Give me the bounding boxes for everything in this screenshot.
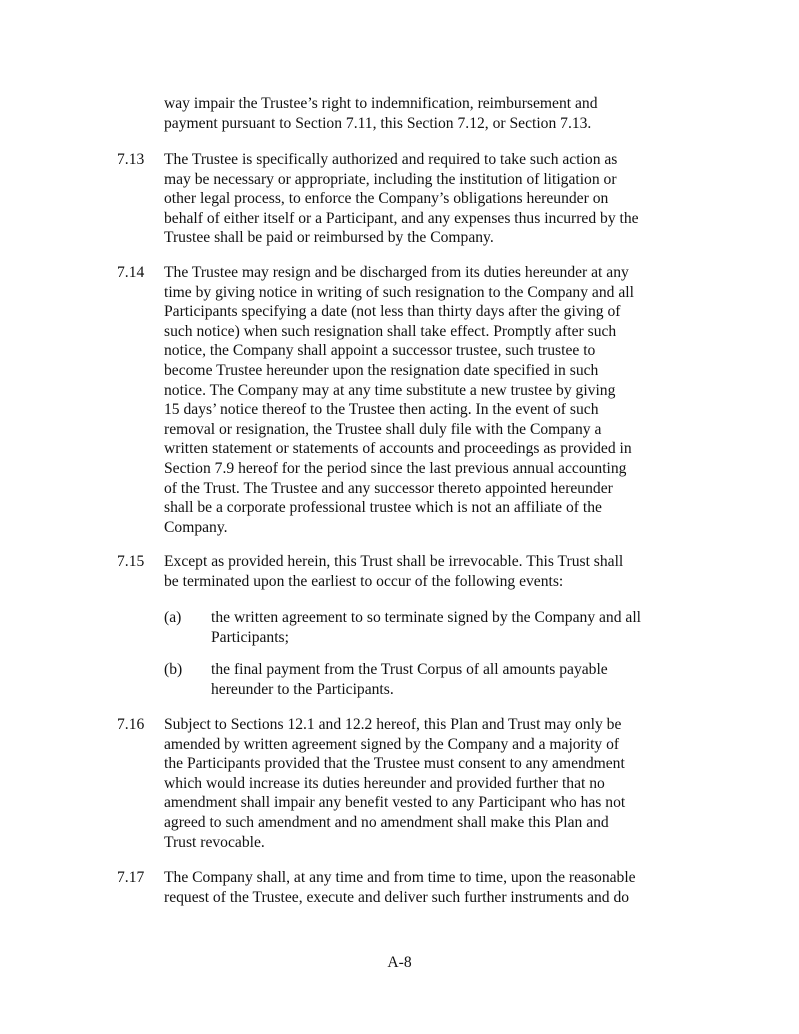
section-number: 7.16: [117, 716, 145, 733]
text-line: amended by written agreement signed by the Company and a majority of: [164, 735, 620, 753]
subitem-label: (b): [164, 661, 183, 678]
section-text: [164, 868, 686, 907]
text-line: removal or resignation, the Trustee shall duly file with the Company a: [164, 420, 602, 438]
text-line: Trustee shall be paid or reimbursed by the Company.: [164, 229, 494, 247]
text-line: Except as provided herein, this Trust shall be irrevocable. This Trust shall: [164, 553, 624, 570]
section-number: 7.14: [117, 264, 145, 281]
subitem-label: (a): [164, 609, 182, 626]
text-line: written statement or statements of accounts and proceedings as provided in: [164, 440, 632, 458]
text-line: request of the Trustee, execute and deliver such further instruments and do: [164, 888, 630, 906]
text-line: way impair the Trustee’s right to indemnification, reimbursement and: [164, 95, 598, 112]
text-line: may be necessary or appropriate, including the institution of litigation or: [164, 170, 617, 188]
text-line: The Company shall, at any time and from time to time, upon the reasonable: [164, 869, 636, 886]
text-line: amendment shall impair any benefit vested to any Participant who has not: [164, 794, 626, 812]
section-text: [164, 263, 686, 537]
text-line: The Trustee is specifically authorized and required to take such action as: [164, 151, 618, 168]
text-line: be terminated upon the earliest to occur of the following events:: [164, 572, 564, 590]
text-line: hereunder to the Participants.: [211, 680, 394, 698]
text-line: 15 days’ notice thereof to the Trustee then acting. In the event of such: [164, 401, 599, 419]
subitem-text: [211, 608, 686, 647]
text-line: The Trustee may resign and be discharged from its duties hereunder at any: [164, 264, 629, 281]
section-text: [164, 552, 686, 591]
text-line: agreed to such amendment and no amendment shall make this Plan and: [164, 813, 609, 831]
text-line: behalf of either itself or a Participant, and any expenses thus incurred by the: [164, 209, 639, 227]
text-line: such notice) when such resignation shall take effect. Promptly after such: [164, 322, 617, 340]
text-line: which would increase its duties hereunder and provided further that no: [164, 774, 605, 792]
text-line: notice, the Company shall appoint a successor trustee, such trustee to: [164, 342, 596, 360]
text-line: Participants specifying a date (not less than thirty days after the giving of: [164, 303, 621, 321]
text-line: Section 7.9 hereof for the period since the last previous annual accounting: [164, 459, 627, 477]
text-line: become Trustee hereunder upon the resignation date specified in such: [164, 361, 599, 379]
text-line: the written agreement to so terminate signed by the Company and all: [211, 609, 642, 626]
text-line: time by giving notice in writing of such resignation to the Company and all: [164, 283, 634, 301]
text-line: notice. The Company may at any time substitute a new trustee by giving: [164, 381, 616, 399]
text-line: the final payment from the Trust Corpus of all amounts payable: [211, 661, 608, 678]
text-line: other legal process, to enforce the Company’s obligations hereunder on: [164, 190, 609, 208]
text-line: Trust revocable.: [164, 833, 265, 851]
section-text: [164, 150, 686, 248]
text-line: Subject to Sections 12.1 and 12.2 hereof, this Plan and Trust may only be: [164, 716, 622, 733]
section-number: 7.15: [117, 553, 145, 570]
section-number: 7.17: [117, 869, 145, 886]
text-line: payment pursuant to Section 7.11, this Section 7.12, or Section 7.13.: [164, 114, 592, 132]
subitem-text: [211, 660, 686, 699]
page-number: A-8: [387, 954, 412, 971]
text-line: Company.: [164, 518, 228, 536]
text-line: shall be a corporate professional trustee which is not an affiliate of the: [164, 499, 602, 517]
section-number: 7.13: [117, 151, 145, 168]
text-line: Participants;: [211, 628, 289, 646]
continuation-paragraph: [164, 94, 684, 133]
text-line: of the Trust. The Trustee and any successor thereto appointed hereunder: [164, 479, 613, 497]
text-line: the Participants provided that the Trustee must consent to any amendment: [164, 755, 625, 773]
section-text: [164, 715, 686, 852]
